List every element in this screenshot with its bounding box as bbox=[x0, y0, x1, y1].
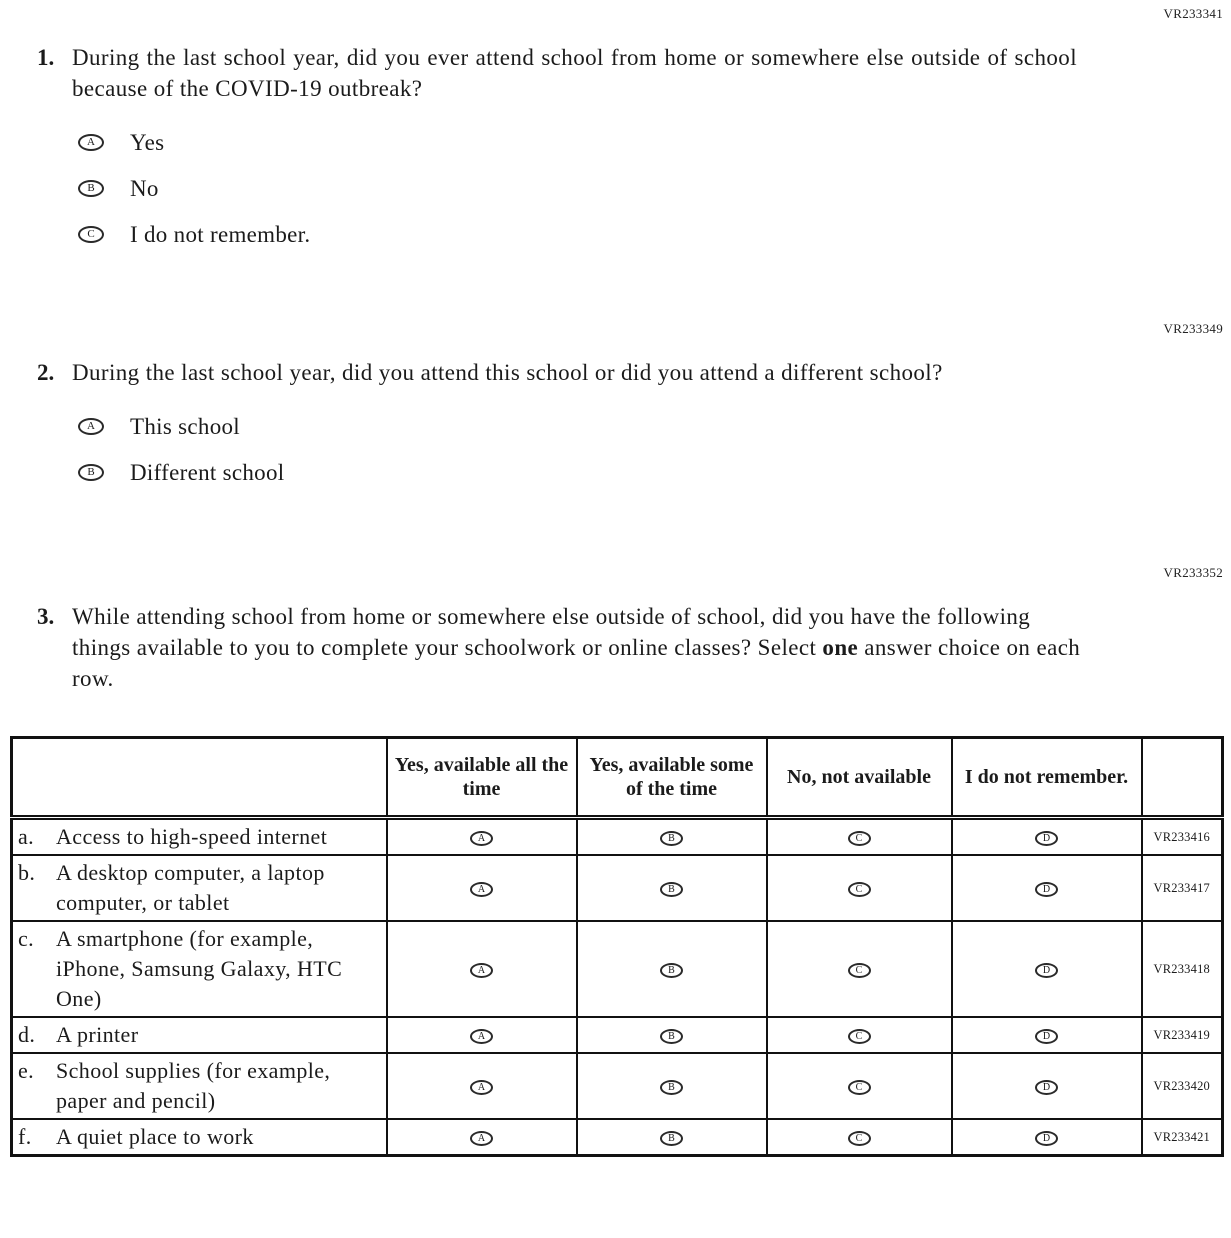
answer-bubble-icon[interactable]: D bbox=[1035, 963, 1058, 978]
answer-bubble-icon[interactable]: C bbox=[848, 1080, 871, 1095]
question-1 bbox=[0, 42, 1231, 251]
table-row bbox=[12, 855, 1223, 921]
option-label: I do not remember. bbox=[130, 221, 311, 247]
answer-cell[interactable] bbox=[387, 818, 577, 856]
option-bubble-icon[interactable]: B bbox=[78, 464, 104, 481]
answer-cell[interactable] bbox=[952, 921, 1142, 1017]
row-label bbox=[12, 855, 387, 921]
answer-cell[interactable] bbox=[767, 1017, 952, 1053]
answer-bubble-icon[interactable]: B bbox=[660, 1080, 683, 1095]
header-code-blank bbox=[1142, 738, 1223, 818]
row-label bbox=[12, 1119, 387, 1156]
answer-bubble-icon[interactable]: B bbox=[660, 963, 683, 978]
table-header-row bbox=[12, 738, 1223, 818]
form-code-q2: VR233349 bbox=[1163, 321, 1223, 336]
answer-bubble-icon[interactable]: D bbox=[1035, 1029, 1058, 1044]
answer-bubble-icon[interactable]: A bbox=[470, 831, 493, 846]
answer-cell[interactable] bbox=[767, 1053, 952, 1119]
question-3 bbox=[0, 601, 1231, 694]
question-text bbox=[72, 601, 1082, 694]
question-text-part: answer choice on each row. bbox=[72, 635, 1081, 691]
question-text-bold: one bbox=[822, 635, 859, 660]
answer-option[interactable] bbox=[78, 410, 1191, 443]
row-label-text: A printer bbox=[56, 1022, 139, 1047]
answer-cell[interactable] bbox=[387, 1119, 577, 1156]
row-code: VR233418 bbox=[1142, 921, 1223, 1017]
header-blank bbox=[12, 738, 387, 818]
answer-cell[interactable] bbox=[387, 855, 577, 921]
row-label-text: A quiet place to work bbox=[56, 1124, 254, 1149]
answer-cell[interactable] bbox=[952, 1017, 1142, 1053]
question-text: During the last school year, did you attend this school or did you attend a different school? bbox=[72, 360, 943, 385]
answer-cell[interactable] bbox=[952, 1053, 1142, 1119]
answer-bubble-icon[interactable]: D bbox=[1035, 1131, 1058, 1146]
option-label: No bbox=[130, 175, 159, 201]
answer-cell[interactable] bbox=[577, 818, 767, 856]
option-bubble-icon[interactable]: C bbox=[78, 226, 104, 243]
table-row bbox=[12, 921, 1223, 1017]
table-row bbox=[12, 1017, 1223, 1053]
answer-bubble-icon[interactable]: B bbox=[660, 882, 683, 897]
answer-bubble-icon[interactable]: C bbox=[848, 1029, 871, 1044]
answer-cell[interactable] bbox=[577, 1017, 767, 1053]
survey-table bbox=[10, 736, 1224, 1157]
question-text-part: While attending school from home or somewhere else outside of school, did you have the following things available to you to complete your schoolwork or online classes? Select bbox=[72, 604, 1031, 660]
answer-bubble-icon[interactable]: C bbox=[848, 831, 871, 846]
column-header: I do not remember. bbox=[952, 738, 1142, 818]
option-label: This school bbox=[130, 413, 240, 439]
row-code: VR233416 bbox=[1142, 818, 1223, 856]
answer-bubble-icon[interactable]: B bbox=[660, 1029, 683, 1044]
answer-options bbox=[72, 126, 1191, 251]
answer-cell[interactable] bbox=[952, 855, 1142, 921]
row-label-text: A smartphone (for example, iPhone, Samsung Galaxy, HTC One) bbox=[56, 926, 343, 1011]
answer-cell[interactable] bbox=[767, 921, 952, 1017]
option-bubble-icon[interactable]: B bbox=[78, 180, 104, 197]
row-letter: c. bbox=[18, 926, 35, 951]
answer-options bbox=[72, 410, 1191, 489]
answer-bubble-icon[interactable]: C bbox=[848, 882, 871, 897]
column-header: Yes, available all the time bbox=[387, 738, 577, 818]
row-code: VR233417 bbox=[1142, 855, 1223, 921]
question-number: 2. bbox=[37, 360, 55, 385]
row-letter: e. bbox=[18, 1058, 35, 1083]
answer-bubble-icon[interactable]: C bbox=[848, 963, 871, 978]
row-code: VR233420 bbox=[1142, 1053, 1223, 1119]
row-code: VR233419 bbox=[1142, 1017, 1223, 1053]
option-bubble-icon[interactable]: A bbox=[78, 418, 104, 435]
answer-cell[interactable] bbox=[387, 1053, 577, 1119]
answer-bubble-icon[interactable]: C bbox=[848, 1131, 871, 1146]
question-text: During the last school year, did you ever attend school from home or somewhere else outside of school because of the COVID-19 outbreak? bbox=[72, 45, 1077, 101]
answer-bubble-icon[interactable]: A bbox=[470, 963, 493, 978]
answer-bubble-icon[interactable]: D bbox=[1035, 882, 1058, 897]
table-row bbox=[12, 1053, 1223, 1119]
answer-bubble-icon[interactable]: A bbox=[470, 1131, 493, 1146]
answer-cell[interactable] bbox=[387, 1017, 577, 1053]
table-row bbox=[12, 818, 1223, 856]
option-bubble-icon[interactable]: A bbox=[78, 134, 104, 151]
answer-option[interactable] bbox=[78, 172, 1191, 205]
question-number: 1. bbox=[37, 45, 55, 70]
column-header: No, not available bbox=[767, 738, 952, 818]
answer-bubble-icon[interactable]: D bbox=[1035, 831, 1058, 846]
answer-cell[interactable] bbox=[577, 921, 767, 1017]
row-label-text: Access to high-speed internet bbox=[56, 824, 328, 849]
form-code-q3: VR233352 bbox=[1163, 565, 1223, 580]
answer-cell[interactable] bbox=[577, 1053, 767, 1119]
question-2 bbox=[0, 357, 1231, 489]
answer-bubble-icon[interactable]: A bbox=[470, 1080, 493, 1095]
row-letter: b. bbox=[18, 860, 36, 885]
answer-option[interactable] bbox=[78, 456, 1191, 489]
answer-bubble-icon[interactable]: A bbox=[470, 1029, 493, 1044]
row-letter: d. bbox=[18, 1022, 36, 1047]
row-letter: f. bbox=[18, 1124, 32, 1149]
question-number: 3. bbox=[37, 604, 55, 629]
answer-option[interactable] bbox=[78, 126, 1191, 159]
row-letter: a. bbox=[18, 824, 35, 849]
row-label bbox=[12, 1053, 387, 1119]
row-label bbox=[12, 818, 387, 856]
row-label bbox=[12, 921, 387, 1017]
option-label: Different school bbox=[130, 459, 285, 485]
answer-cell[interactable] bbox=[577, 855, 767, 921]
answer-cell[interactable] bbox=[767, 855, 952, 921]
row-label bbox=[12, 1017, 387, 1053]
answer-cell[interactable] bbox=[952, 818, 1142, 856]
answer-bubble-icon[interactable]: B bbox=[660, 1131, 683, 1146]
answer-cell[interactable] bbox=[577, 1119, 767, 1156]
form-code-q1: VR233341 bbox=[1163, 6, 1223, 21]
answer-cell[interactable] bbox=[387, 921, 577, 1017]
answer-bubble-icon[interactable]: B bbox=[660, 831, 683, 846]
row-label-text: School supplies (for example, paper and pencil) bbox=[56, 1058, 331, 1113]
row-code: VR233421 bbox=[1142, 1119, 1223, 1156]
table-row bbox=[12, 1119, 1223, 1156]
row-label-text: A desktop computer, a laptop computer, or tablet bbox=[56, 860, 325, 915]
option-label: Yes bbox=[130, 129, 165, 155]
answer-bubble-icon[interactable]: A bbox=[470, 882, 493, 897]
answer-option[interactable] bbox=[78, 218, 1191, 251]
answer-cell[interactable] bbox=[767, 1119, 952, 1156]
answer-cell[interactable] bbox=[767, 818, 952, 856]
answer-cell[interactable] bbox=[952, 1119, 1142, 1156]
answer-bubble-icon[interactable]: D bbox=[1035, 1080, 1058, 1095]
column-header: Yes, available some of the time bbox=[577, 738, 767, 818]
